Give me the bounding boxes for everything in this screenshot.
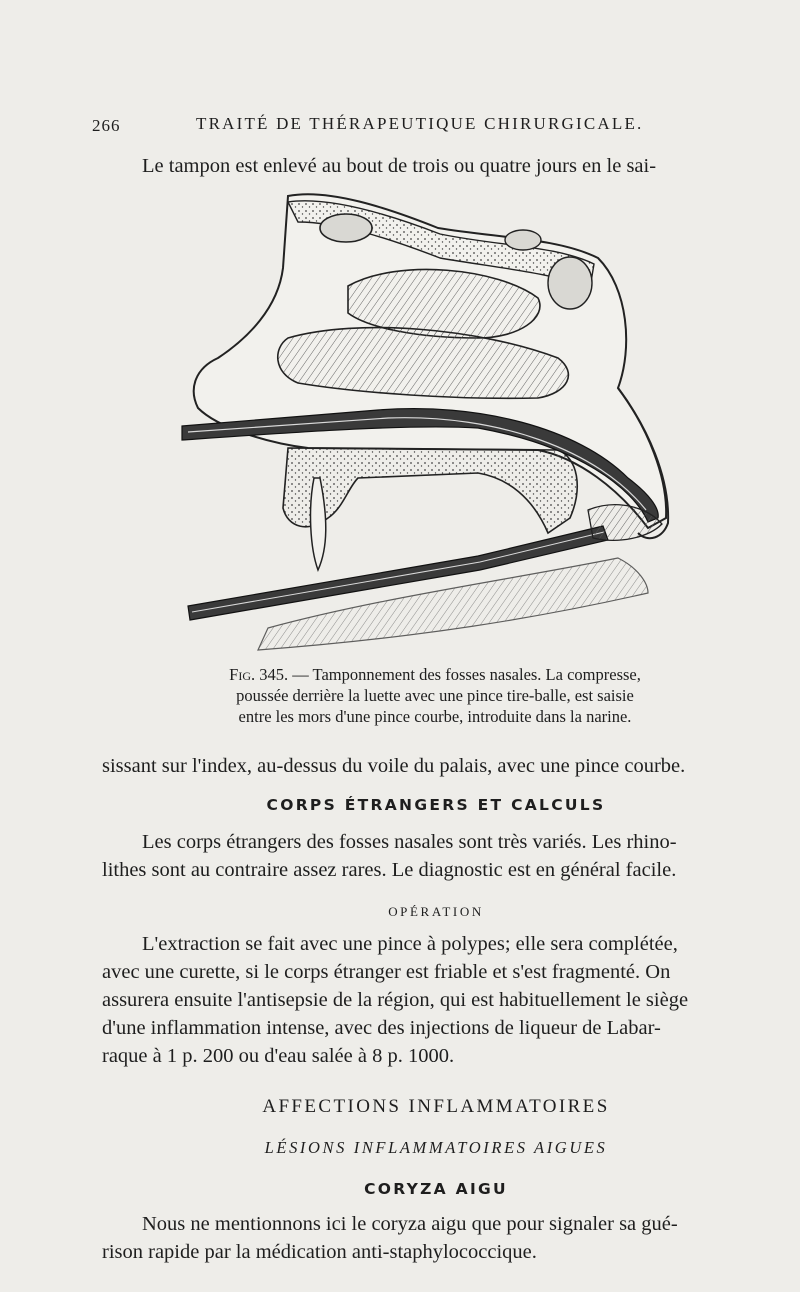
- sphenoid-sinus-2: [548, 257, 592, 309]
- paragraph-line: raque à 1 p. 200 ou d'eau salée à 8 p. 1000.: [102, 1045, 455, 1067]
- figure-caption: [150, 664, 720, 727]
- paragraph-line: Les corps étrangers des fosses nasales sont très variés. Les rhino-: [142, 831, 677, 853]
- paragraph-line: avec une curette, si le corps étranger est friable et s'est fragmenté. On: [102, 961, 671, 983]
- running-title: TRAITÉ DE THÉRAPEUTIQUE CHIRURGICALE.: [196, 114, 644, 133]
- paragraph-line: d'une inflammation intense, avec des injections de liqueur de Labar-: [102, 1017, 661, 1039]
- caption-line: [150, 664, 720, 685]
- chapter-subtitle: LÉSIONS INFLAMMATOIRES AIGUES: [264, 1138, 608, 1157]
- paragraph-line: L'extraction se fait avec une pince à polypes; elle sera complétée,: [142, 933, 678, 955]
- paragraph-line: Nous ne mentionnons ici le coryza aigu que pour signaler sa gué-: [142, 1213, 678, 1235]
- paragraph-line: rison rapide par la médication anti-staphylococcique.: [102, 1241, 537, 1263]
- paragraph-line: Le tampon est enlevé au bout de trois ou quatre jours en le sai-: [142, 155, 657, 177]
- caption-text: — Tamponnement des fosses nasales. La compresse,: [288, 665, 641, 684]
- sphenoid-sinus: [505, 230, 541, 250]
- section-title: CORPS ÉTRANGERS ET CALCULS: [266, 796, 606, 814]
- anatomical-illustration: [178, 188, 678, 656]
- chapter-title: AFFECTIONS INFLAMMATOIRES: [262, 1096, 610, 1117]
- hard-palate: [283, 448, 577, 533]
- figure-nasal-tamponade: [178, 188, 678, 656]
- frontal-sinus: [320, 214, 372, 242]
- section-title: CORYZA AIGU: [364, 1180, 508, 1198]
- page-number: 266: [92, 116, 121, 135]
- paragraph-line: sissant sur l'index, au-dessus du voile du palais, avec une pince courbe.: [102, 755, 686, 777]
- paragraph-line: lithes sont au contraire assez rares. Le diagnostic est en général facile.: [102, 859, 677, 881]
- caption-line: poussée derrière la luette avec une pince tire-balle, est saisie: [236, 686, 634, 705]
- caption-line: entre les mors d'une pince courbe, introduite dans la narine.: [238, 707, 632, 726]
- running-header: [92, 114, 692, 140]
- figure-label: Fig. 345.: [229, 665, 289, 684]
- subsection-title: OPÉRATION: [388, 904, 484, 919]
- paragraph-line: assurera ensuite l'antisepsie de la région, qui est habituellement le siège: [102, 989, 689, 1011]
